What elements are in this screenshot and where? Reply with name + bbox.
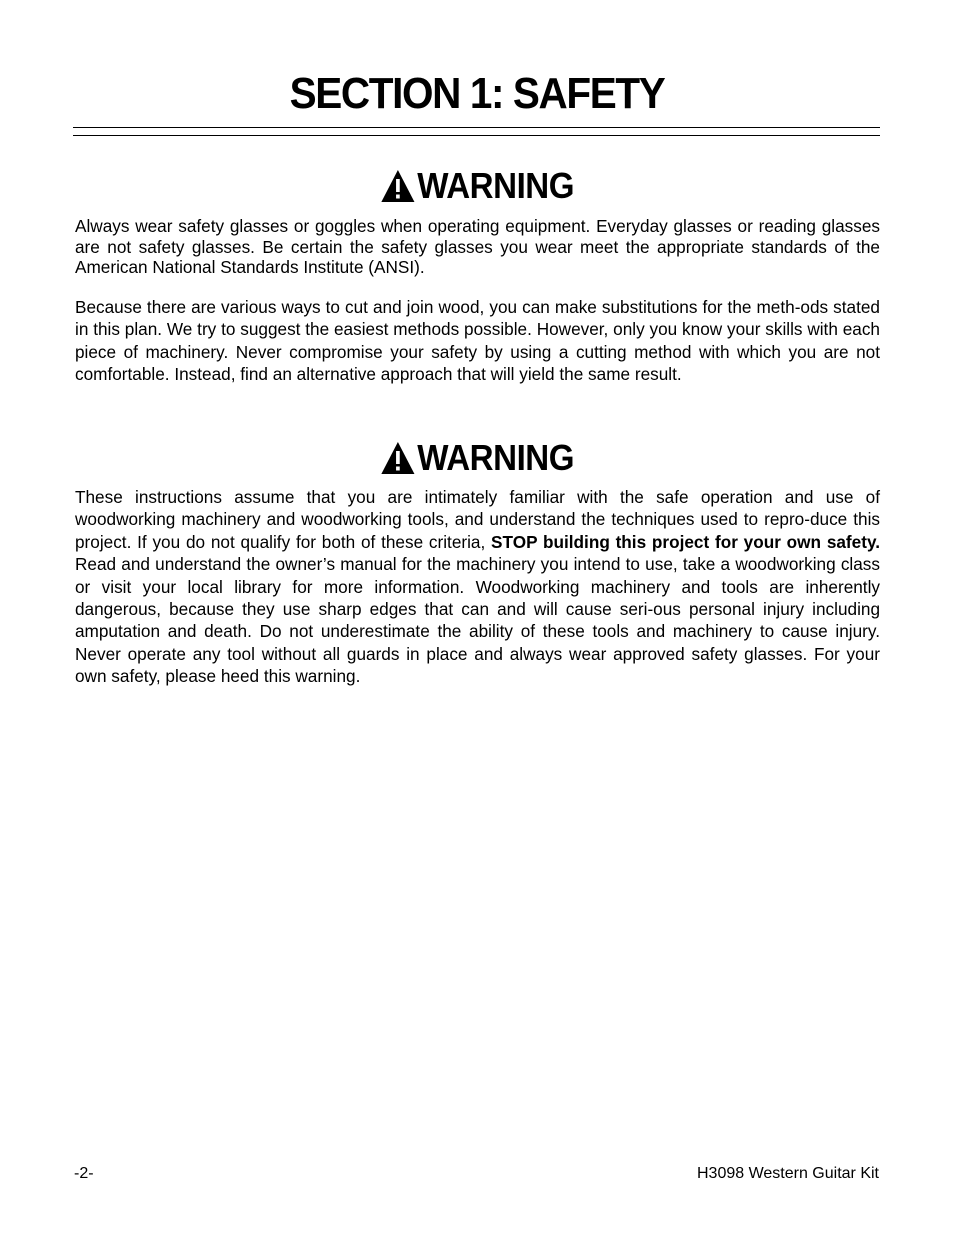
warning-label: WARNING [416,437,574,478]
page-title: SECTION 1: SAFETY [289,69,665,118]
warning-label: WARNING [416,165,574,206]
warning-triangle-icon [380,441,415,475]
paragraph-text: These instructions assume that you are intimately familiar with the safe operation and use of woodworking machinery and woodworking tools, and understand the techniques used to repro-duce this project. If you do not qualify for both of these criteria, [75,487,880,552]
warning-heading-2 [0,436,954,485]
page-number: -2- [74,1165,94,1182]
title-rule-top [73,127,880,128]
warning-triangle-icon [380,169,415,203]
document-title: H3098 Western Guitar Kit [696,1165,879,1182]
warning-heading-1 [0,164,954,213]
instructions-warning-paragraph [75,486,880,688]
safety-glasses-paragraph: Always wear safety glasses or goggles when operating equipment. Everyday glasses or reading glasses are not safety glasses. Be certain the safety glasses you wear meet the appropriate standards of the American National Standards Institute (ANSI). [75,216,880,278]
title-rule-bottom [73,135,880,136]
methods-paragraph: Because there are various ways to cut and join wood, you can make substitutions for the meth-ods stated in this plan. We try to suggest the easiest methods possible. However, only you know your skills with each piece of machinery. Never compromise your safety by using a cutting method with which you are not comfortable. Instead, find an alternative approach that will yield the same result. [75,297,880,385]
stop-building-emphasis: STOP building this project for your own safety. [491,531,881,552]
paragraph-text: Read and understand the owner’s manual for the machinery you intend to use, take a woodworking class or visit your local library for more information. Woodworking machinery and tools are inherently dangerous, because they use sharp edges that can and will cause seri-ous personal injury including amputation and death. Do not underestimate the ability of these tools and machinery to cause injury. Never operate any tool without all guards in place and always wear approved safety glasses. For your own safety, please heed this warning. [75,554,880,687]
